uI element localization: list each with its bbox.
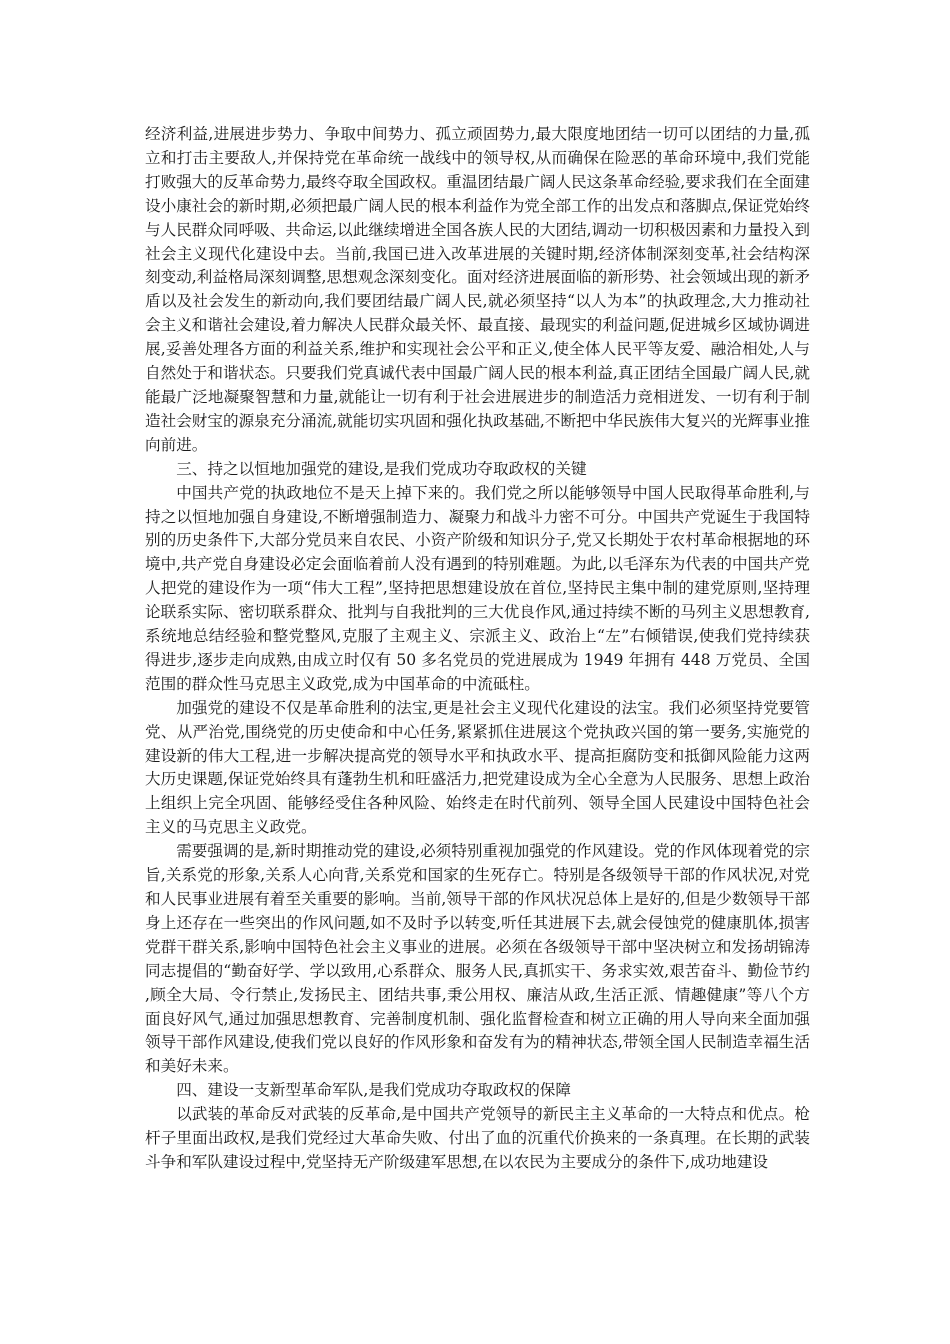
paragraph-continuation: 经济利益,进展进步势力、争取中间势力、孤立顽固势力,最大限度地团结一切可以团结的力量,孤立和打击主要敌人,并保持党在革命统一战线中的领导权,从而确保在险恶的革命环境中,我们党能打败强大的反革命势力,最终夺取全国政权。重温团结最广阔人民这条革命经验,要求我们在全面建设小康社会的新时期,必须把最广阔人民的根本利益作为党全部工作的出发点和落脚点,保证党始终与人民群众同呼吸、共命运,以此继续增进全国各族人民的大团结,调动一切积极因素和力量投入到社会主义现代化建设中去。当前,我国已进入改革进展的关键时期,经济体制深刻变革,社会结构深刻变动,利益格局深刻调整,思想观念深刻变化。面对经济进展面临的新形势、社会领域出现的新矛盾以及社会发生的新动向,我们要团结最广阔人民,就必须坚持“以人为本”的执政理念,大力推动社会主义和谐社会建设,着力解决人民群众最关怀、最直接、最现实的利益问题,促进城乡区域协调进展,妥善处理各方面的利益关系,维护和实现社会公平和正义,使全体人民平等友爱、融洽相处,人与自然处于和谐状态。只要我们党真诚代表中国最广阔人民的根本利益,真正团结全国最广阔人民,就能最广泛地凝聚智慧和力量,就能让一切有利于社会进展进步的制造活力竞相迸发、一切有利于制造社会财宝的源泉充分涌流,就能切实巩固和强化执政基础,不断把中华民族伟大复兴的光辉事业推向前进。 <box>145 125 810 454</box>
paragraph: 需要强调的是,新时期推动党的建设,必须特别重视加强党的作风建设。党的作风体现着党的宗旨,关系党的形象,关系人心向背,关系党和国家的生死存亡。特别是各级领导干部的作风状况,对党和人民事业进展有着至关重要的影响。当前,领导干部的作风状况总体上是好的,但是少数领导干部身上还存在一些突出的作风问题,如不及时予以转变,听任其进展下去,就会侵蚀党的健康肌体,损害党群干群关系,影响中国特色社会主义事业的进展。必须在各级领导干部中坚决树立和发扬胡锦涛同志提倡的“勤奋好学、学以致用,心系群众、服务人民,真抓实干、务求实效,艰苦奋斗、勤俭节约,顾全大局、令行禁止,发扬民主、团结共事,秉公用权、廉洁从政,生活正派、情趣健康”等八个方面良好风气,通过加强思想教育、完善制度机制、强化监督检查和树立正确的用人导向来全面加强领导干部作风建设,使我们党以良好的作风形象和奋发有为的精神状态,带领全国人民制造幸福生活和美好未来。 <box>145 842 810 1076</box>
paragraph: 加强党的建设不仅是革命胜利的法宝,更是社会主义现代化建设的法宝。我们必须坚持党要管党、从严治党,围绕党的历史使命和中心任务,紧紧抓住进展这个党执政兴国的第一要务,实施党的建设新的伟大工程,进一步解决提高党的领导水平和执政水平、提高拒腐防变和抵御风险能力这两大历史课题,保证党始终具有蓬勃生机和旺盛活力,把党建设成为全心全意为人民服务、思想上政治上组织上完全巩固、能够经受住各种风险、始终走在时代前列、领导全国人民建设中国特色社会主义的马克思主义政党。 <box>145 698 810 837</box>
section-heading-4: 四、建设一支新型革命军队,是我们党成功夺取政权的保障 <box>176 1081 571 1100</box>
section-heading-3: 三、持之以恒地加强党的建设,是我们党成功夺取政权的关键 <box>176 459 587 478</box>
paragraph: 中国共产党的执政地位不是天上掉下来的。我们党之所以能够领导中国人民取得革命胜利,与持之以恒地加强自身建设,不断增强制造力、凝聚力和战斗力密不可分。中国共产党诞生于我国特别的历史条件下,大部分党员来自农民、小资产阶级和知识分子,党又长期处于农村革命根据地的环境中,共产党自身建设必定会面临着前人没有遇到的特别难题。为此,以毛泽东为代表的中国共产党人把党的建设作为一项“伟大工程”,坚持把思想建设放在首位,坚持民主集中制的建党原则,坚持理论联系实际、密切联系群众、批判与自我批判的三大优良作风,通过持续不断的马列主义思想教育,系统地总结经验和整党整风,克服了主观主义、宗派主义、政治上“左”右倾错误,使我们党持续获得进步,逐步走向成熟,由成立时仅有 50 多名党员的党进展成为 1949 年拥有 448 万党员、全国范围的群众性马克思主义政党,成为中国革命的中流砥柱。 <box>145 483 810 693</box>
paragraph: 以武装的革命反对武装的反革命,是中国共产党领导的新民主主义革命的一大特点和优点。枪杆子里面出政权,是我们党经过大革命失败、付出了血的沉重代价换来的一条真理。在长期的武装斗争和军队建设过程中,党坚持无产阶级建军思想,在以农民为主要成分的条件下,成功地建设 <box>145 1105 810 1171</box>
document-body <box>145 123 810 1175</box>
